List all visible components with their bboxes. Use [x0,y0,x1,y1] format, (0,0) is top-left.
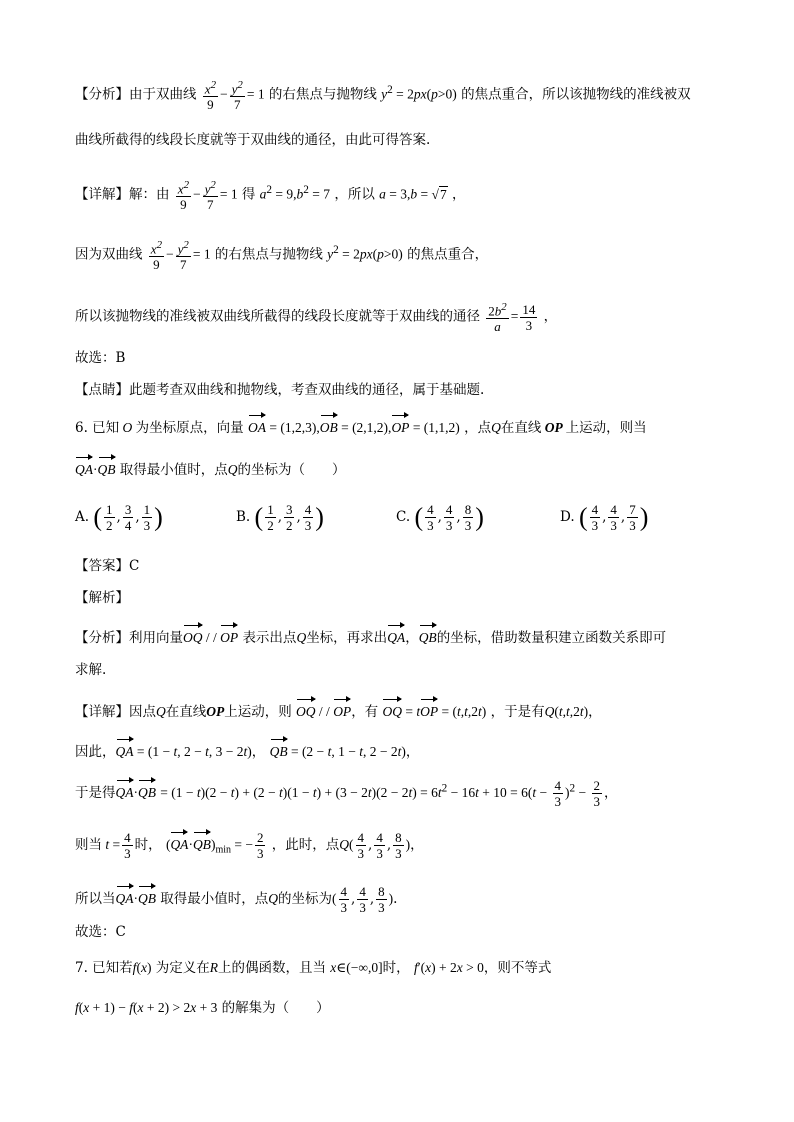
detail-line-2: 因为双曲线 $\frac{x^2}{9}$ − $\frac{y^2}{7}$ = 1 的右焦点与抛物线 $y^2 = 2px(p>0)$ 的焦点重合， [75,239,489,273]
analysis-line-2: 曲线所截得的线段长度就等于双曲线的通径，由此可得答案. [75,132,431,148]
question-6-line-2: QA·QB 取得最小值时，点Q的坐标为（ ） [75,456,754,480]
solution-analysis-line-1: 【分析】利用向量OQ / / OP 表示出点Q坐标，再求出QA，QB的坐标，借助数量积建立函数关系即可 [75,624,754,648]
solution-detail-line-3: 于是得$QA\cdot QB = (1 - t)(2 - t) + (2 - t)(1 - t) + (3 - 2t)(2 - 2t) = 6t^2 - 16t + 10 = 6(t$ − $\frac{4}{3}$ )$^2$ − $\frac{2}{3}$ ， [75,778,618,809]
solution-detail-line-2: 因此，QA = (1 − t, 2 − t, 3 − 2t)， QB = (2 − t, 1 − t, 2 − 2t)， [75,738,754,762]
comment-line: 【点睛】此题考查双曲线和抛物线，考查双曲线的通径，属于基础题. [75,382,485,398]
option-b[interactable]: B. ( $\frac{1}{2}$ , $\frac{3}{2}$ , $\frac{4}{3}$ ) [236,502,324,533]
detail-line-3: 所以该抛物线的准线被双曲线所截得的线段长度就等于双曲线的通径 $\frac{2b^2}{a}$ = $\frac{14}{3}$ ， [75,301,558,335]
solution-analysis-line-2: 求解. [75,662,107,678]
option-a[interactable]: A. ( $\frac{1}{2}$ , $\frac{3}{4}$ , $\frac{1}{3}$ ) [75,502,163,533]
choice-line: 故选：B [75,350,126,366]
analysis-line-1: 【分析】由于双曲线 $\frac{x^2}{9}$ − $\frac{y^2}{7}$ = 1 的右焦点与抛物线 $y^2 = 2px(p>0)$ 的焦点重合，所以该抛物线的准线被双 [75,79,691,113]
answer-line: 【答案】C [75,558,140,574]
option-c[interactable]: C. ( $\frac{4}{3}$ , $\frac{4}{3}$ , $\frac{8}{3}$ ) [396,502,484,533]
fraction: $\frac{x^2}{9}$ [204,79,216,113]
solution-detail-line-4: 则当 t = $\frac{4}{3}$ 时， $(QA\cdot QB)_{min}$ = − $\frac{2}{3}$ ，此时，点Q( $\frac{4}{3}$ , $\frac{4}{3}$ , $\frac{8}{3}$ )， [75,830,424,861]
final-choice-line: 故选：C [75,924,126,940]
solution-heading: 【解析】 [75,590,129,606]
solution-detail-line-1: 【详解】因点Q在直线OP上运动，则 OQ / / OP，有 OQ = tOP = (t,t,2t) ，于是有Q(t,t,2t)， [75,698,754,722]
option-d[interactable]: D. ( $\frac{4}{3}$ , $\frac{4}{3}$ , $\frac{7}{3}$ ) [560,502,649,533]
fraction: $\frac{y^2}{7}$ [231,79,243,113]
question-7-line-1: 7. 已知若f(x) 为定义在R上的偶函数，且当 x∈(−∞,0]时， f′(x) + 2x > 0，则不等式 [75,960,552,976]
question-7-line-2: f(x + 1) − f(x + 2) > 2x + 3 的解集为（ ） [75,1000,330,1016]
detail-line-1: 【详解】解：由 $\frac{x^2}{9}$ − $\frac{y^2}{7}$ = 1 得 $a^2 = 9,b^2 = 7$ ，所以 a = 3,b = √7 ， [75,179,466,213]
question-6-line-1: 6. 已知 O 为坐标原点，向量 OA = (1,2,3),OB = (2,1,2),OP = (1,1,2) ，点Q在直线 OP 上运动，则当 [75,414,754,438]
solution-detail-line-5: 所以当QA·QB 取得最小值时，点Q的坐标为( $\frac{4}{3}$ , $\frac{4}{3}$ , $\frac{8}{3}$ ). [75,884,398,915]
